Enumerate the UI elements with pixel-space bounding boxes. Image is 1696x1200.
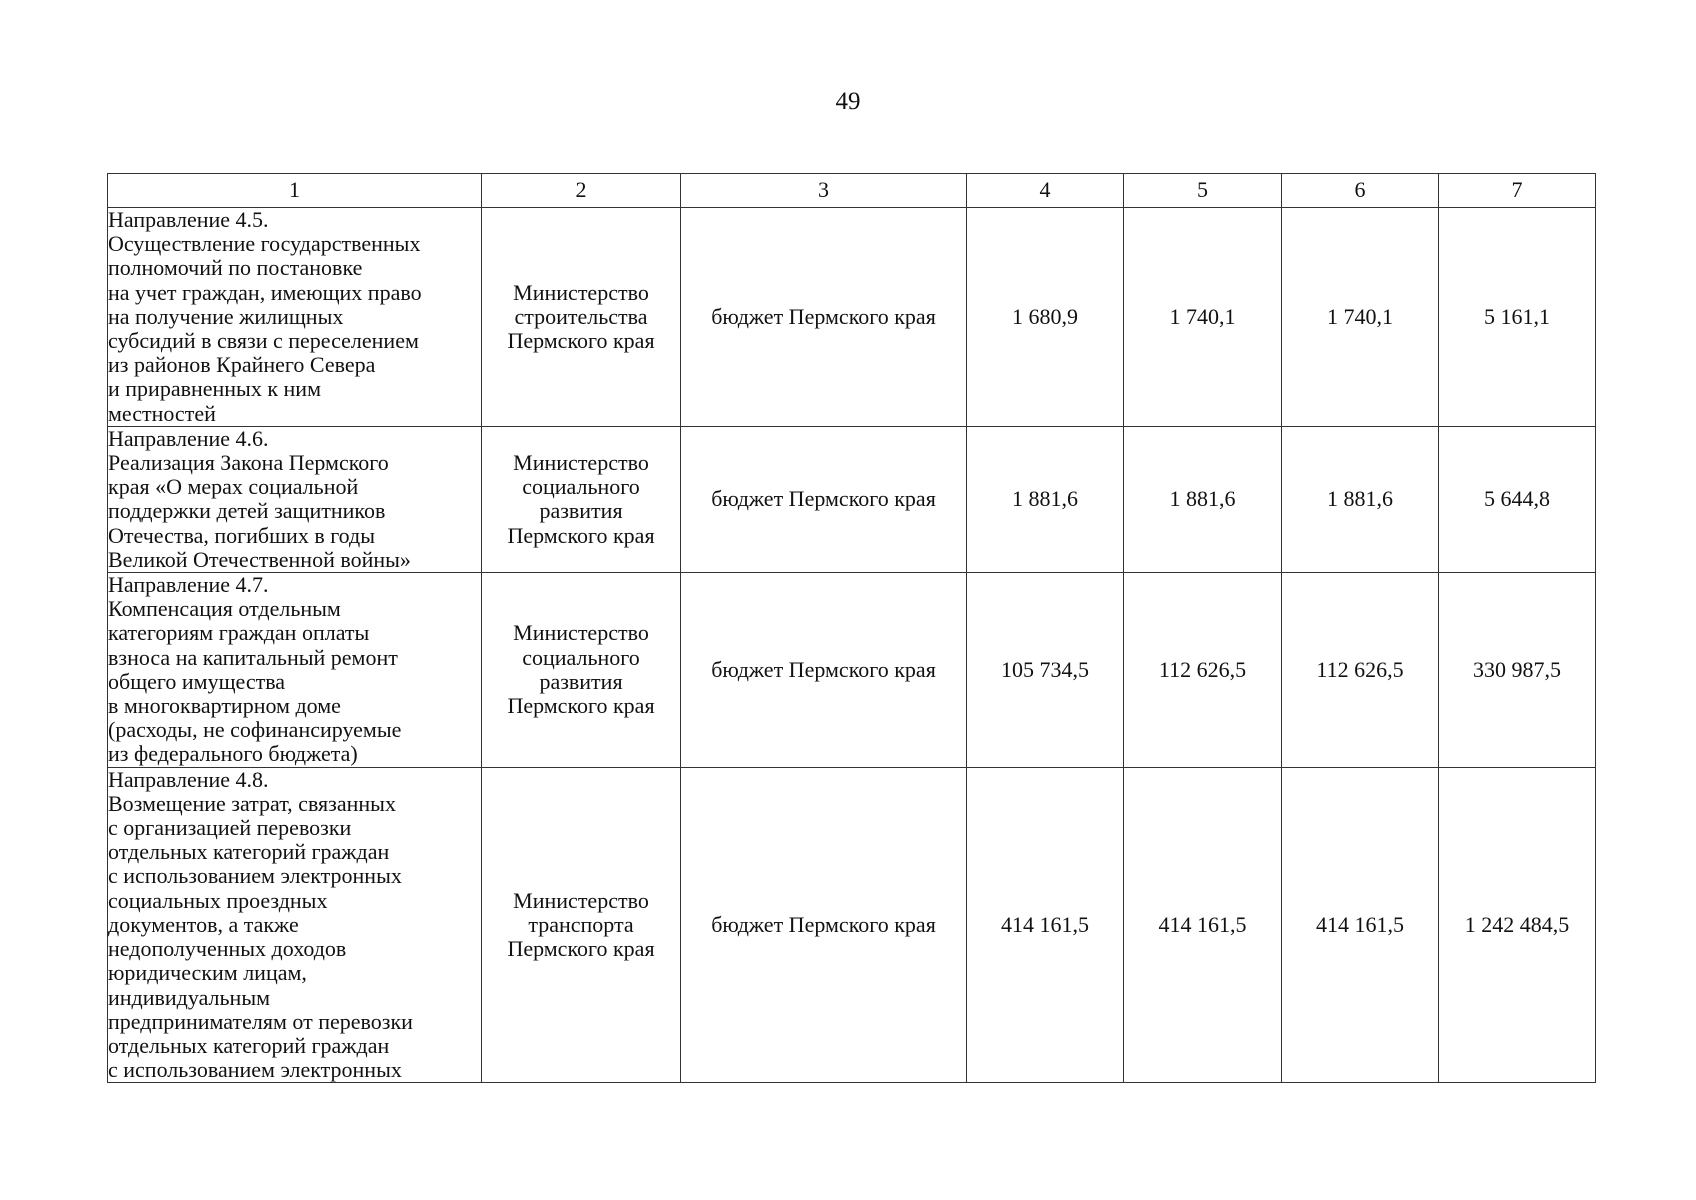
direction-text-line: поддержки детей защитников <box>108 498 386 524</box>
direction-text-line: полномочий по постановке <box>108 255 363 281</box>
responsible-line: социального <box>522 644 640 670</box>
direction-text-line: юридическим лицам, <box>108 960 307 986</box>
value-col-6: 414 161,5 <box>1282 767 1439 1083</box>
direction-name-cell <box>108 767 482 1083</box>
direction-title: Направление 4.6. <box>108 425 269 451</box>
col-header-5: 5 <box>1124 174 1282 208</box>
direction-text-line: социальных проездных <box>108 887 328 913</box>
direction-text-line: с организацией перевозки <box>108 815 352 841</box>
direction-text-line: документов, а также <box>108 911 299 937</box>
direction-text-line: Реализация Закона Пермского <box>108 450 389 476</box>
direction-name-cell <box>108 208 482 427</box>
page-number: 49 <box>835 88 861 115</box>
direction-text-line: в многоквартирном доме <box>108 693 341 719</box>
direction-text-line: Отечества, погибших в годы <box>108 522 376 548</box>
direction-text-line: Возмещение затрат, связанных <box>108 790 396 816</box>
responsible-cell <box>482 426 681 572</box>
direction-text-line: отдельных категорий граждан <box>108 1032 390 1058</box>
responsible-line: Пермского края <box>507 522 655 548</box>
direction-text-line: субсидий в связи с переселением <box>108 328 419 354</box>
direction-text-line: края «О мерах социальной <box>108 474 359 500</box>
direction-text-line: общего имущества <box>108 668 286 694</box>
funding-source-cell: бюджет Пермского края <box>681 767 967 1083</box>
responsible-line: Министерство <box>513 620 649 646</box>
col-header-4: 4 <box>967 174 1124 208</box>
responsible-line: Пермского края <box>507 693 655 719</box>
value-col-4: 105 734,5 <box>967 573 1124 768</box>
value-col-7-total: 5 161,1 <box>1439 208 1596 427</box>
col-header-6: 6 <box>1282 174 1439 208</box>
funding-source-cell: бюджет Пермского края <box>681 573 967 768</box>
col-header-2: 2 <box>482 174 681 208</box>
direction-text-line: индивидуальным <box>108 984 271 1010</box>
value-col-6: 1 740,1 <box>1282 208 1439 427</box>
direction-text-line: недополученных доходов <box>108 936 347 962</box>
header-row <box>108 174 1596 208</box>
direction-text-line: местностей <box>108 400 216 426</box>
funding-source-cell: бюджет Пермского края <box>681 208 967 427</box>
direction-title: Направление 4.7. <box>108 572 269 598</box>
direction-text-line: с использованием электронных <box>108 863 402 889</box>
value-col-4: 414 161,5 <box>967 767 1124 1083</box>
value-col-4: 1 680,9 <box>967 208 1124 427</box>
direction-text-line: на учет граждан, имеющих право <box>108 279 422 305</box>
table-row <box>108 426 1596 572</box>
direction-name-cell <box>108 573 482 768</box>
direction-text-line: Великой Отечественной войны» <box>108 546 411 572</box>
value-col-7-total: 330 987,5 <box>1439 573 1596 768</box>
direction-text-line: (расходы, не софинансируемые <box>108 717 402 743</box>
direction-text-line: и приравненных к ним <box>108 376 321 402</box>
direction-text-line: Осуществление государственных <box>108 231 421 257</box>
direction-text-line: взноса на капитальный ремонт <box>108 644 398 670</box>
responsible-line: развития <box>539 498 623 524</box>
direction-text-line: отдельных категорий граждан <box>108 839 390 865</box>
col-header-3: 3 <box>681 174 967 208</box>
direction-text-line: категориям граждан оплаты <box>108 620 370 646</box>
responsible-line: Министерство <box>513 279 649 305</box>
responsible-line: развития <box>539 668 623 694</box>
responsible-line: Министерство <box>513 887 649 913</box>
col-header-1: 1 <box>108 174 482 208</box>
direction-title: Направление 4.8. <box>108 766 269 792</box>
direction-text-line: предпринимателям от перевозки <box>108 1008 413 1034</box>
table-row <box>108 573 1596 768</box>
direction-text-line: с использованием электронных <box>108 1057 402 1083</box>
responsible-cell <box>482 208 681 427</box>
responsible-line: Пермского края <box>507 936 655 962</box>
responsible-line: социального <box>522 474 640 500</box>
value-col-5: 112 626,5 <box>1124 573 1282 768</box>
budget-table <box>107 173 1596 1083</box>
table-row <box>108 208 1596 427</box>
direction-text-line: Компенсация отдельным <box>108 596 341 622</box>
col-header-7: 7 <box>1439 174 1596 208</box>
value-col-5: 1 740,1 <box>1124 208 1282 427</box>
value-col-5: 1 881,6 <box>1124 426 1282 572</box>
value-col-4: 1 881,6 <box>967 426 1124 572</box>
direction-text-line: из федерального бюджета) <box>108 741 358 767</box>
responsible-cell <box>482 573 681 768</box>
responsible-line: транспорта <box>528 911 634 937</box>
value-col-7-total: 5 644,8 <box>1439 426 1596 572</box>
direction-name-cell <box>108 426 482 572</box>
responsible-line: Пермского края <box>507 328 655 354</box>
value-col-7-total: 1 242 484,5 <box>1439 767 1596 1083</box>
value-col-5: 414 161,5 <box>1124 767 1282 1083</box>
funding-source-cell: бюджет Пермского края <box>681 426 967 572</box>
table-row <box>108 767 1596 1083</box>
responsible-line: Министерство <box>513 450 649 476</box>
responsible-cell <box>482 767 681 1083</box>
value-col-6: 1 881,6 <box>1282 426 1439 572</box>
direction-text-line: на получение жилищных <box>108 303 344 329</box>
direction-title: Направление 4.5. <box>108 207 269 232</box>
value-col-6: 112 626,5 <box>1282 573 1439 768</box>
responsible-line: строительства <box>514 303 648 329</box>
direction-text-line: из районов Крайнего Севера <box>108 352 376 378</box>
